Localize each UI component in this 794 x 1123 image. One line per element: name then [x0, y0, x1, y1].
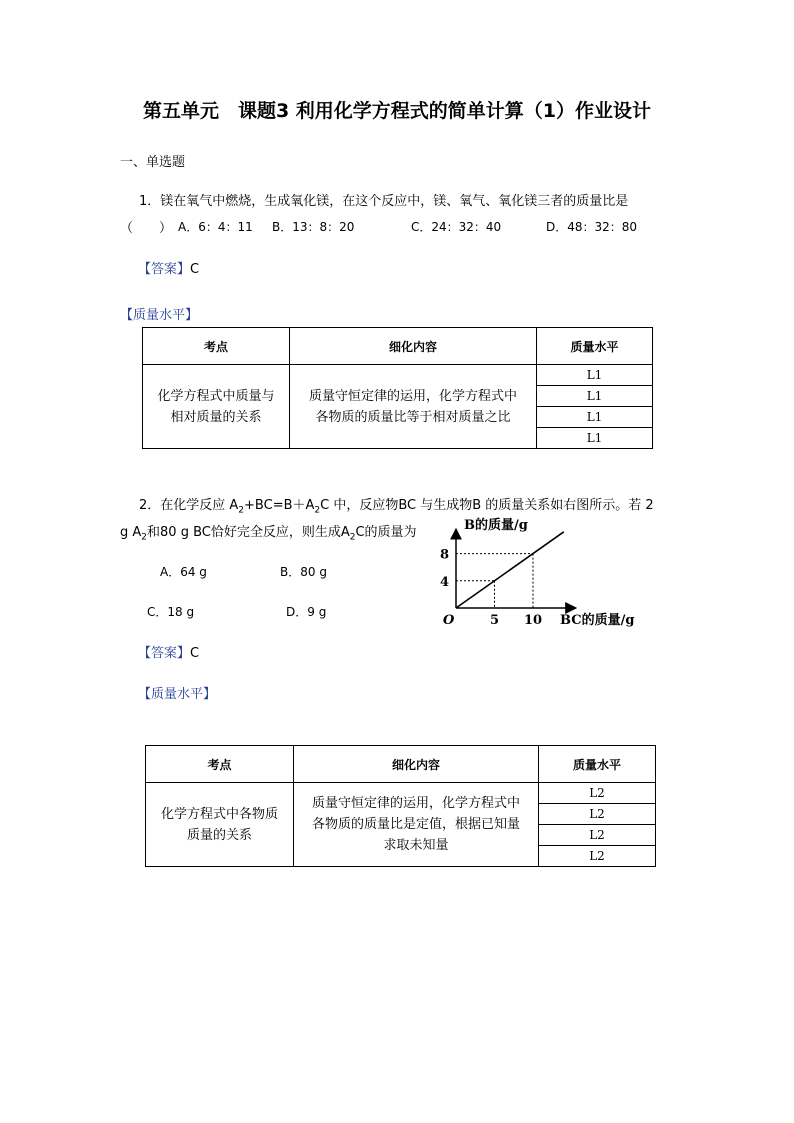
- q2-line2-part: 和80 g BC恰好完全反应，则生成A: [147, 525, 350, 540]
- q2-detail-line: 质量守恒定律的运用，化学方程式中: [311, 796, 520, 811]
- q1-option-b: B．13：8：20: [272, 220, 355, 234]
- q1-detail-line: 质量守恒定律的运用，化学方程式中: [308, 388, 517, 404]
- x-axis-label: BC的质量/g: [560, 613, 635, 628]
- q1-level-cell: L1: [537, 365, 653, 386]
- q2-level-cell: L2: [539, 825, 656, 846]
- x-tick-label: 5: [489, 613, 500, 628]
- q1-option-c: C．24：32：40: [411, 220, 502, 234]
- q2-stem-sub: 2: [238, 505, 245, 516]
- q2-header-level: 质量水平: [539, 746, 656, 783]
- q1-topic-line: 相对质量的关系: [170, 409, 262, 425]
- q2-option-b: B．80 g: [280, 565, 327, 579]
- q1-level-cell: L1: [537, 428, 653, 449]
- series-line: [456, 532, 564, 608]
- q2-topic-line: 化学方程式中各物质: [160, 806, 278, 822]
- q2-line2-sub: 2: [349, 532, 356, 543]
- q2-answer: [138, 642, 199, 661]
- q2-stem-sub: 2: [314, 505, 321, 516]
- y-tick-label: 4: [439, 574, 449, 590]
- q2-option-a: A．64 g: [160, 565, 207, 579]
- q2-detail-cell: [294, 783, 539, 867]
- q2-option-d: D．9 g: [286, 605, 327, 619]
- q1-header-level: 质量水平: [537, 328, 653, 365]
- q1-detail-cell: [290, 365, 537, 449]
- q2-header-topic: 考点: [146, 746, 294, 783]
- q2-quality-table: [145, 745, 656, 867]
- q2-topic-line: 质量的关系: [186, 827, 252, 843]
- q2-detail-line: 各物质的质量比是定值，根据已知量: [311, 817, 520, 832]
- q2-answer-value: C: [190, 646, 200, 661]
- q2-option-c: C．18 g: [147, 605, 195, 619]
- q1-level-cell: L1: [537, 386, 653, 407]
- q1-quality-tag: 【质量水平】: [120, 308, 199, 323]
- y-tick-label: 8: [439, 547, 449, 563]
- y-axis-label: B的质量/g: [464, 518, 528, 533]
- q2-line2-sub: 2: [141, 532, 148, 543]
- q1-detail-line: 各物质的质量比等于相对质量之比: [315, 409, 511, 425]
- q1-stem: 1．镁在氧气中燃烧，生成氧化镁，在这个反应中，镁、氧气、氧化镁三者的质量比是: [139, 194, 629, 209]
- q1-quality-table: [142, 327, 653, 449]
- x-tick-label: 10: [523, 613, 543, 628]
- page-title: 第五单元 课题3 利用化学方程式的简单计算（1）作业设计: [142, 100, 652, 122]
- q2-answer-tag: 【答案】: [138, 646, 191, 661]
- mass-relation-chart: [430, 512, 656, 632]
- q1-answer: [138, 258, 199, 277]
- q2-detail-line: 求取未知量: [383, 838, 449, 853]
- q2-level-cell: L2: [539, 783, 656, 804]
- q2-level-cell: L2: [539, 846, 656, 867]
- q2-topic-cell: [146, 783, 294, 867]
- q1-option-a: A．6：4：11: [178, 220, 253, 234]
- q1-answer-tag: 【答案】: [138, 262, 191, 277]
- q1-paren: （ ）: [120, 221, 173, 236]
- q2-stem-part: 2．在化学反应 A: [139, 498, 239, 513]
- q2-stem-line2: [120, 521, 417, 543]
- q2-level-cell: L2: [539, 804, 656, 825]
- q2-stem-part: +BC=B＋A: [244, 498, 315, 513]
- q1-option-d: D．48：32：80: [546, 220, 638, 234]
- section-heading: 一、单选题: [120, 155, 186, 170]
- origin-label: O: [443, 613, 455, 628]
- q1-answer-value: C: [190, 262, 200, 277]
- q1-level-cell: L1: [537, 407, 653, 428]
- q2-stem-part: C 中，反应物BC 与生成物B 的质量关系如右图所示。若 2: [320, 498, 654, 513]
- q2-header-detail: 细化内容: [294, 746, 539, 783]
- q1-header-topic: 考点: [143, 328, 290, 365]
- q1-header-detail: 细化内容: [290, 328, 537, 365]
- q2-quality-tag: 【质量水平】: [138, 687, 217, 702]
- q2-line2-part: g A: [120, 525, 142, 540]
- q1-topic-line: 化学方程式中质量与: [157, 388, 275, 404]
- q2-line2-part: C的质量为: [355, 525, 417, 540]
- q1-topic-cell: [143, 365, 290, 449]
